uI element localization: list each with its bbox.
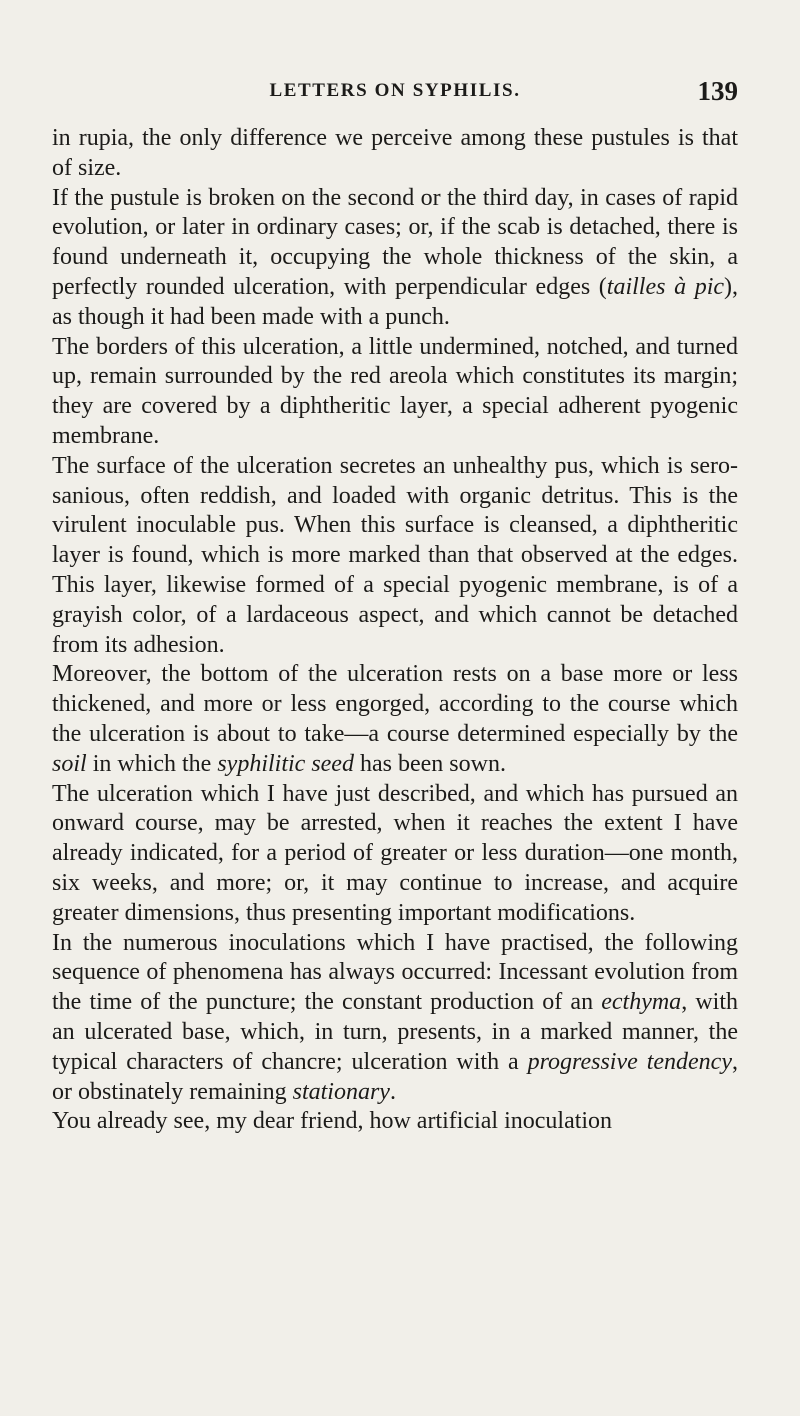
paragraph: You already see, my dear friend, how artificial inoculation bbox=[52, 1108, 613, 1135]
page-header bbox=[52, 76, 738, 110]
paragraph: in rupia, the only difference we perceive among these pustules is that of size. bbox=[52, 125, 738, 181]
body-text bbox=[52, 124, 738, 1137]
paragraph: If the pustule is broken on the second or the third day, in cases of rapid evolution, or later in ordinary cases; or, if the scab is detached, there is found underneath it, occupying the whole thickness of the skin, a perfectly rounded ulceration, with perpendicular edges (tailles à pic), as though it had been made with a punch. bbox=[52, 184, 739, 330]
paragraph: The borders of this ulceration, a little undermined, notched, and turned up, remain surrounded by the red areola which constitutes its margin; they are covered by a diphtheritic layer, a special adherent pyogenic membrane. bbox=[52, 333, 738, 449]
page-number: 139 bbox=[697, 76, 738, 106]
paragraph: Moreover, the bottom of the ulceration rests on a base more or less thickened, and more or less engorged, according to the course which the ulceration is about to take—a course determined especially by the soil in which the syphilitic seed has been sown. bbox=[52, 661, 738, 777]
running-title: LETTERS ON SYPHILIS. bbox=[269, 80, 521, 101]
paragraph: The surface of the ulceration secretes an unhealthy pus, which is sero-sanious, often reddish, and loaded with organic detritus. This is the virulent inoculable pus. When this surface is cleansed, a diphtheritic layer is found, which is more marked than that observed at the edges. This layer, likewise formed of a special pyogenic membrane, is of a grayish color, of a lardaceous aspect, and which cannot be detached from its adhesion. bbox=[52, 452, 738, 658]
paragraph: In the numerous inoculations which I have practised, the following sequence of phenomena has always occurred: Incessant evolution from the time of the puncture; the constant production of an ecthyma, with an ulcerated base, which, in turn, presents, in a marked manner, the typical characters of chancre; ulceration with a progressive tendency, or obstinately remaining stationary. bbox=[52, 929, 738, 1105]
paragraph: The ulceration which I have just described, and which has pursued an onward course, may be arrested, when it reaches the extent I have already indicated, for a period of greater or less duration—one month, six weeks, and more; or, it may continue to increase, and acquire greater dimensions, thus presenting important modifications. bbox=[52, 780, 738, 926]
